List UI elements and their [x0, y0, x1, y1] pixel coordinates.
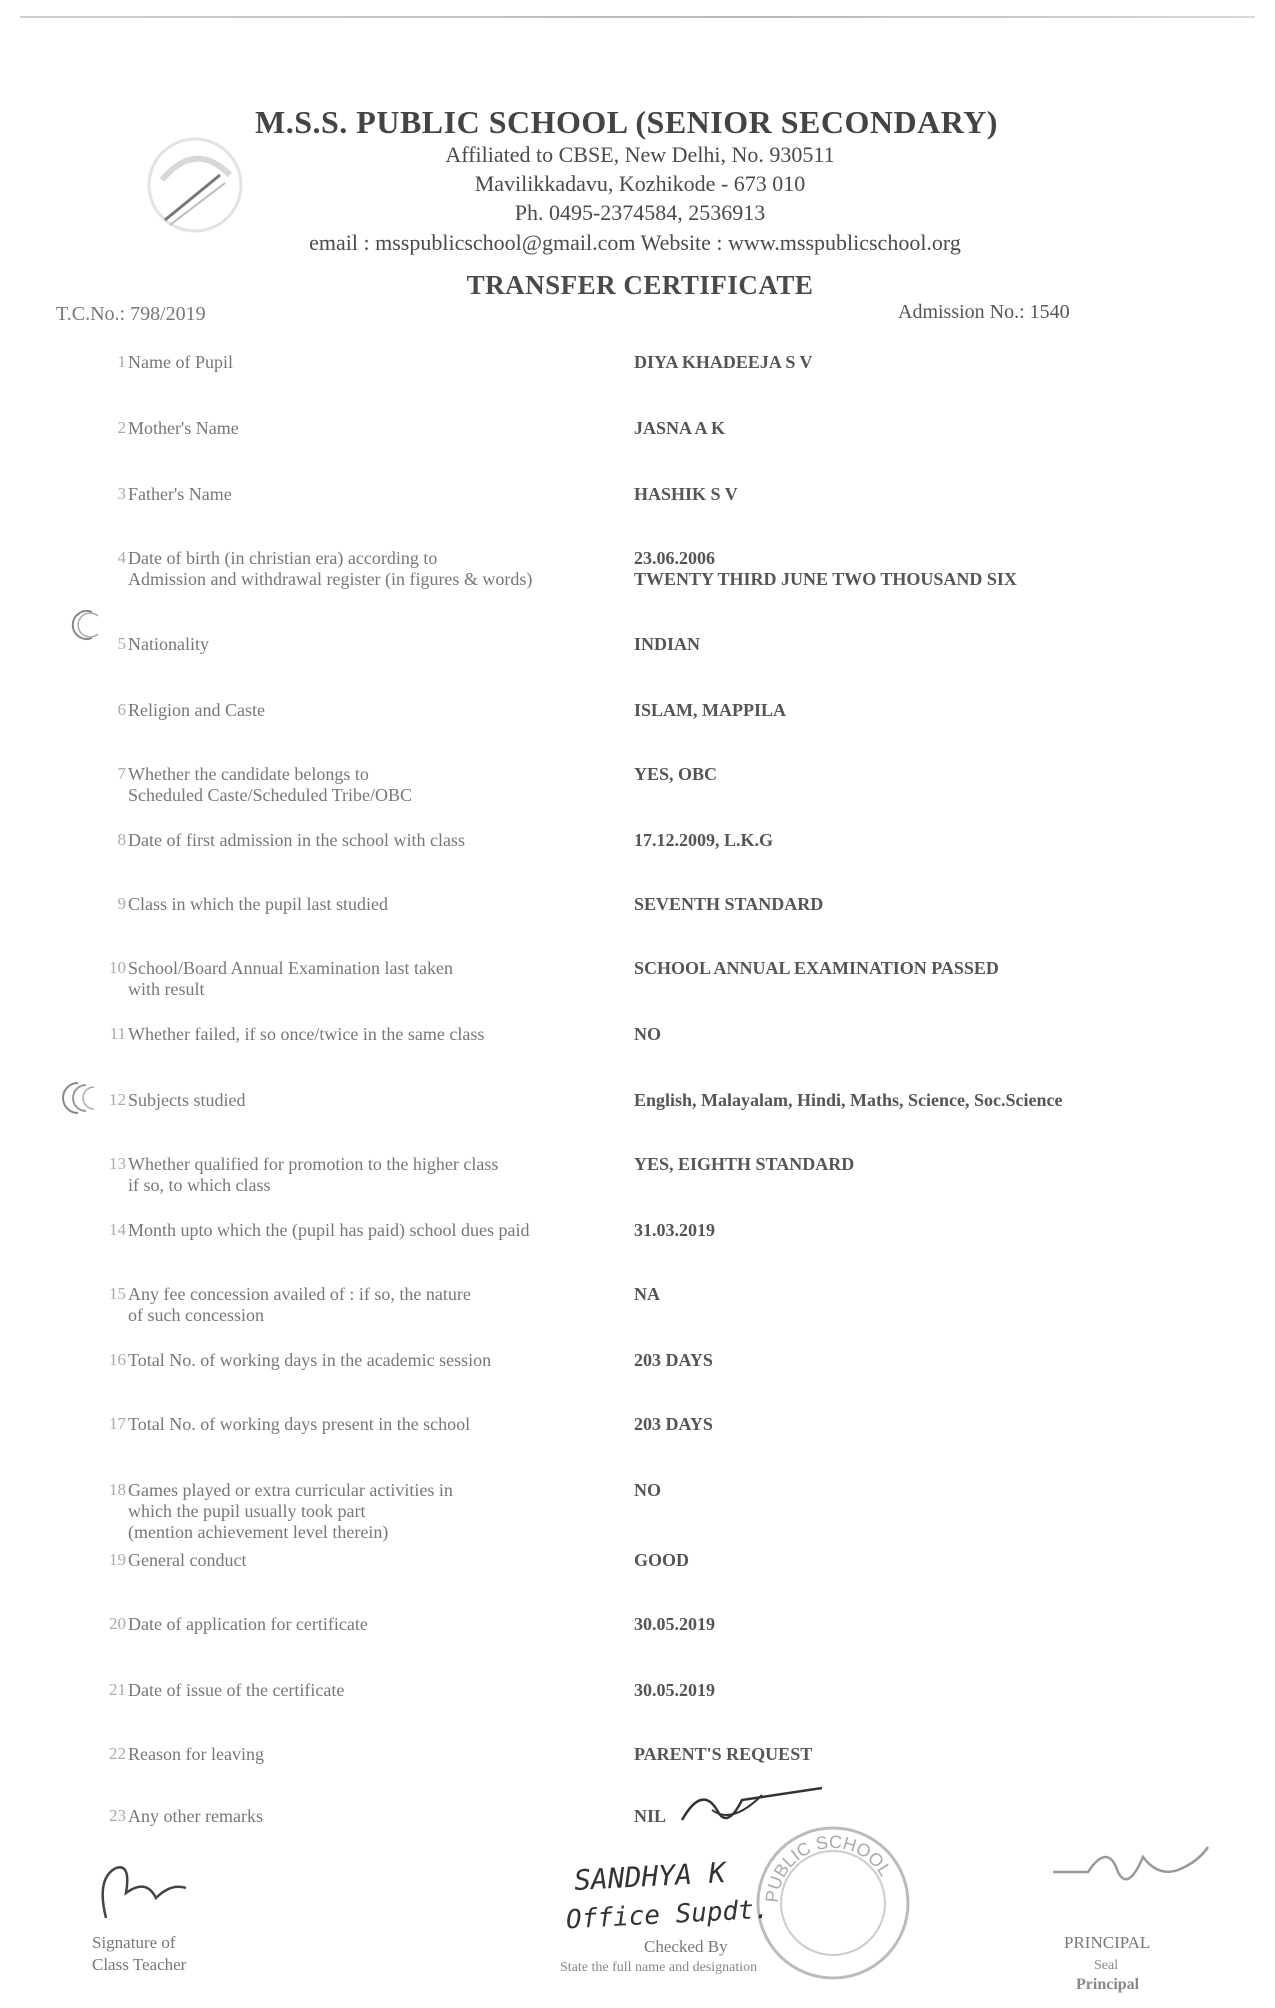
field-number: 13 [109, 1154, 126, 1173]
field-number: 6 [117, 700, 126, 719]
principal-stamp: Principal [1076, 1976, 1140, 1993]
field-label: Date of issue of the certificate [128, 1680, 345, 1700]
field-value: NIL [634, 1806, 667, 1826]
checked-by-note: State the full name and designation [560, 1960, 758, 1975]
field-label: Date of first admission in the school with class [128, 830, 465, 850]
seal-text: PUBLIC SCHOOL [761, 1831, 896, 1904]
field-value: JASNA A K [634, 418, 726, 438]
field-number: 18 [109, 1480, 126, 1499]
field-label: Whether qualified for promotion to the higher class if so, to which class [128, 1154, 499, 1195]
field-label: Total No. of working days in the academic session [128, 1350, 492, 1370]
field-label: Date of birth (in christian era) according to Admission and withdrawal register (in figures & words) [128, 548, 533, 589]
field-label: Whether failed, if so once/twice in the same class [128, 1024, 485, 1044]
principal-label: PRINCIPAL [1064, 1933, 1151, 1952]
field-value: YES, OBC [634, 764, 718, 784]
field-number: 23 [109, 1806, 126, 1825]
field-label: School/Board Annual Examination last taken with result [128, 958, 453, 999]
field-number: 5 [117, 634, 126, 653]
field-label: Whether the candidate belongs to Scheduled Caste/Scheduled Tribe/OBC [128, 764, 412, 805]
field-label: Class in which the pupil last studied [128, 894, 388, 914]
principal-signature [1048, 1832, 1218, 1902]
field-number: 7 [117, 764, 126, 783]
field-label: Father's Name [128, 484, 232, 504]
field-value: 203 DAYS [634, 1414, 713, 1434]
field-number: 3 [117, 484, 126, 503]
field-value: 30.05.2019 [634, 1680, 715, 1700]
handwritten-name: SANDHYA K [573, 1856, 727, 1897]
field-value: PARENT'S REQUEST [634, 1744, 813, 1764]
field-value: SEVENTH STANDARD [634, 894, 824, 914]
field-number: 19 [109, 1550, 126, 1569]
field-label: Religion and Caste [128, 700, 265, 720]
school-address: Mavilikkadavu, Kozhikode - 673 010 [474, 171, 806, 196]
field-value: ISLAM, MAPPILA [634, 700, 786, 720]
field-value: 23.06.2006 TWENTY THIRD JUNE TWO THOUSAND SIX [634, 548, 1017, 589]
field-number: 22 [109, 1744, 126, 1763]
field-value: GOOD [634, 1550, 690, 1570]
field-label: Month upto which the (pupil has paid) school dues paid [128, 1220, 530, 1240]
class-teacher-label: Signature of Class Teacher [92, 1933, 187, 1974]
field-number: 21 [109, 1680, 126, 1699]
field-label: Any fee concession availed of : if so, the nature of such concession [128, 1284, 471, 1325]
school-seal-stamp [748, 1818, 918, 1988]
field-number: 2 [117, 418, 126, 437]
field-label: Name of Pupil [128, 352, 233, 372]
field-number: 12 [109, 1090, 126, 1109]
field-label: Subjects studied [128, 1090, 246, 1110]
field-number: 20 [109, 1614, 126, 1633]
handwritten-designation: Office Supdt. [565, 1894, 771, 1936]
field-label: General conduct [128, 1550, 247, 1570]
field-value: YES, EIGHTH STANDARD [634, 1154, 855, 1174]
principal-seal-label: Seal [1094, 1958, 1119, 1973]
field-value: 203 DAYS [634, 1350, 713, 1370]
field-value: NO [634, 1024, 661, 1044]
field-number: 14 [109, 1220, 126, 1239]
field-number: 1 [117, 352, 126, 371]
field-label: Games played or extra curricular activities in which the pupil usually took part (mention achievement level therein) [128, 1480, 453, 1542]
field-value: HASHIK S V [634, 484, 738, 504]
field-number: 4 [117, 548, 126, 567]
field-value: 30.05.2019 [634, 1614, 715, 1634]
field-value: 31.03.2019 [634, 1220, 715, 1240]
document-title: TRANSFER CERTIFICATE [466, 270, 814, 300]
field-label: Date of application for certificate [128, 1614, 368, 1634]
field-label: Mother's Name [128, 418, 239, 438]
field-value: English, Malayalam, Hindi, Maths, Science, Soc.Science [634, 1090, 1063, 1110]
field-value: INDIAN [634, 634, 701, 654]
admission-number: Admission No.: 1540 [898, 301, 1070, 323]
tc-number: T.C.No.: 798/2019 [56, 303, 206, 325]
field-number: 16 [109, 1350, 126, 1369]
field-number: 9 [117, 894, 126, 913]
class-teacher-signature [86, 1858, 196, 1928]
punch-hole-mark [68, 608, 102, 642]
field-number: 11 [109, 1024, 126, 1043]
field-value: NO [634, 1480, 661, 1500]
field-label: Nationality [128, 634, 209, 654]
field-label: Any other remarks [128, 1806, 263, 1826]
field-value: 17.12.2009, L.K.G [634, 830, 774, 850]
school-name: M.S.S. PUBLIC SCHOOL (SENIOR SECONDARY) [255, 104, 998, 140]
school-phone: Ph. 0495-2374584, 2536913 [514, 200, 766, 225]
field-number: 10 [109, 958, 126, 977]
field-label: Total No. of working days present in the school [128, 1414, 471, 1434]
field-number: 8 [117, 830, 126, 849]
field-value: DIYA KHADEEJA S V [634, 352, 813, 372]
school-affiliation: Affiliated to CBSE, New Delhi, No. 930511 [445, 142, 835, 167]
punch-hole-mark [60, 1080, 108, 1116]
school-contact: email : msspublicschool@gmail.com Website : www.msspublicschool.org [309, 230, 961, 255]
field-value: SCHOOL ANNUAL EXAMINATION PASSED [634, 958, 999, 978]
field-label: Reason for leaving [128, 1744, 264, 1764]
field-value: NA [634, 1284, 660, 1304]
checked-by-label: Checked By [644, 1937, 728, 1956]
field-number: 15 [109, 1284, 126, 1303]
field-number: 17 [109, 1414, 126, 1433]
